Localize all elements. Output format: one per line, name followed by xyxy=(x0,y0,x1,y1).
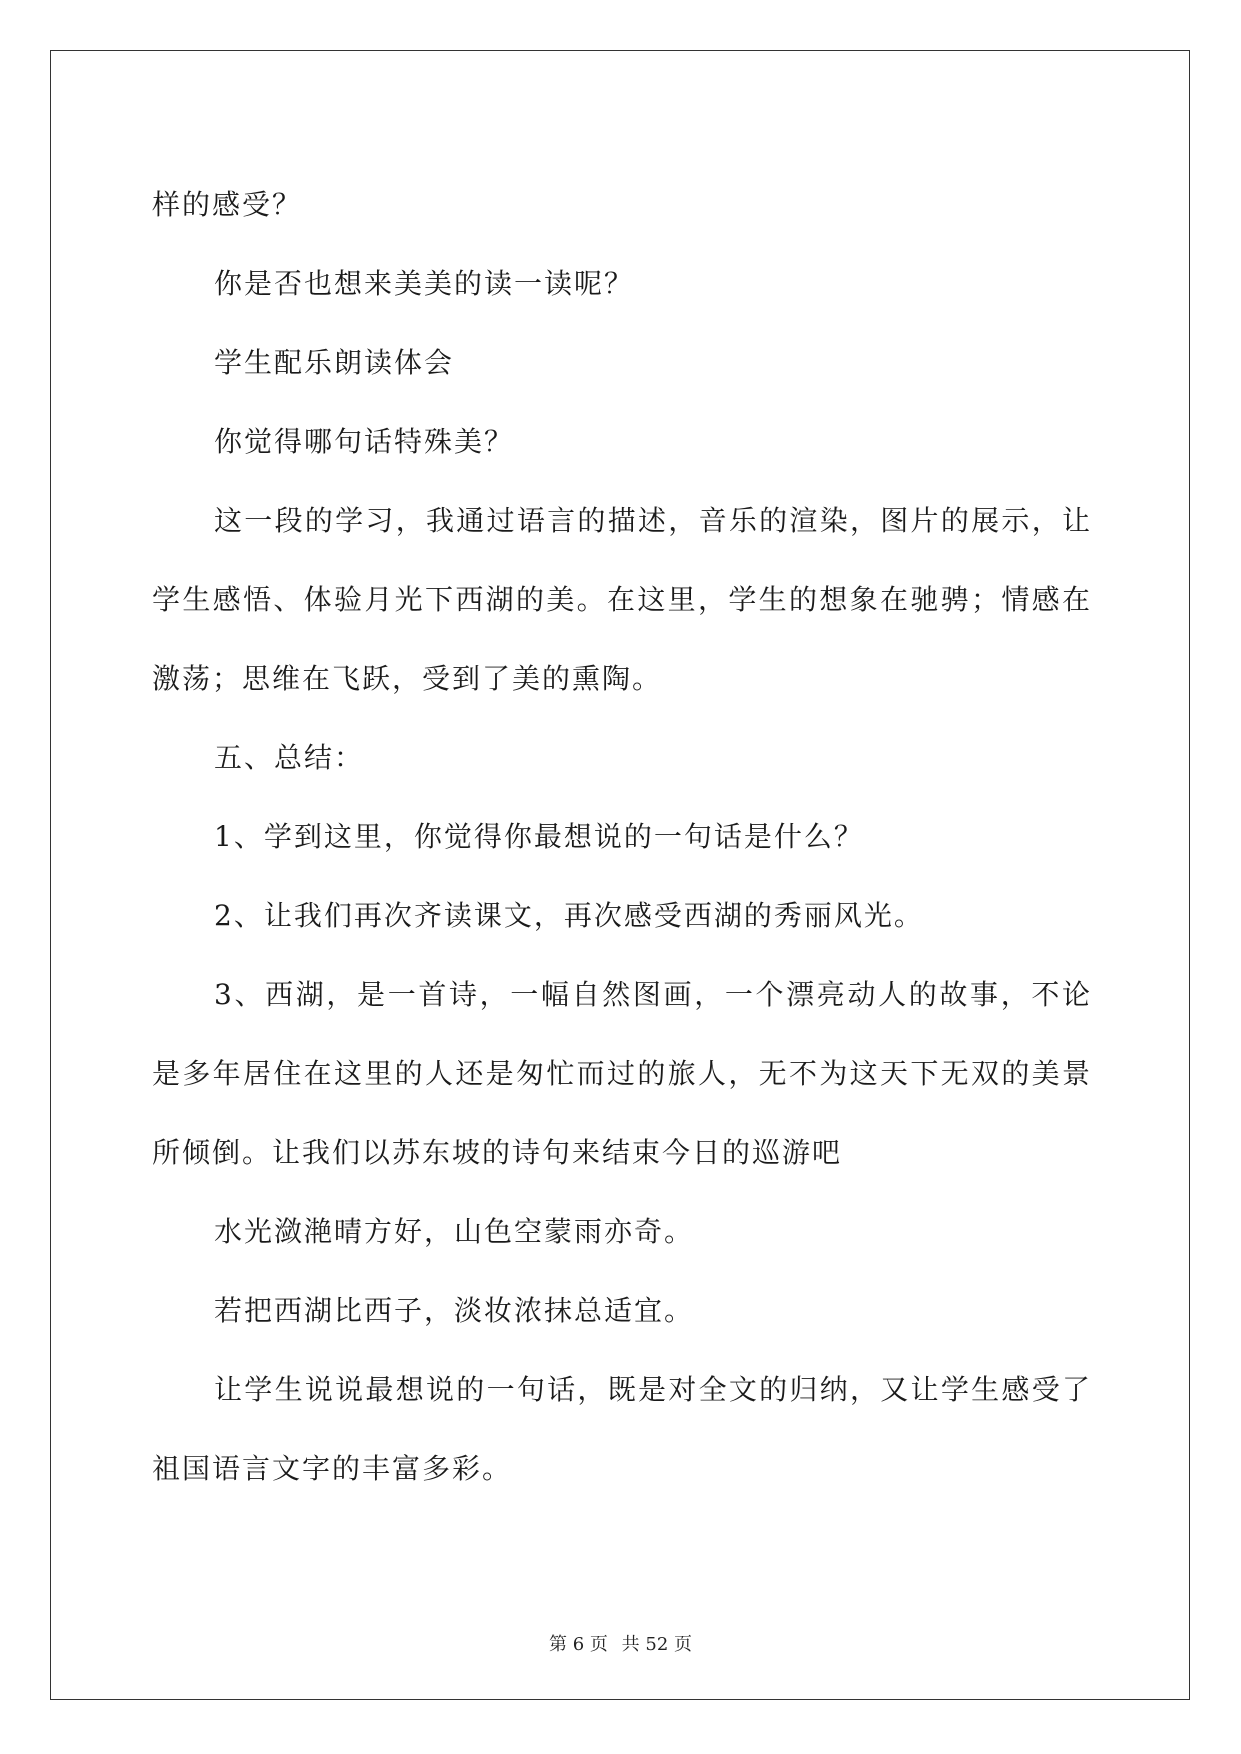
page-total: 共 52 页 xyxy=(621,1634,692,1655)
paragraph: 这一段的学习，我通过语言的描述，音乐的渲染，图片的展示，让学生感悟、体验月光下西湖的美。在这里，学生的想象在驰骋；情感在激荡；思维在飞跃，受到了美的熏陶。 xyxy=(152,504,1092,695)
page-number: 第 6 页 xyxy=(549,1634,608,1655)
page-footer xyxy=(0,1630,1241,1656)
document-body xyxy=(152,165,1092,1508)
poem-line: 若把西湖比西子，淡妆浓抹总适宜。 xyxy=(214,1294,695,1327)
paragraph: 你是否也想来美美的读一读呢？ xyxy=(214,267,635,300)
list-item: 3、西湖，是一首诗，一幅自然图画，一个漂亮动人的故事，不论是多年居住在这里的人还是匆忙而过的旅人，无不为这天下无双的美景所倾倒。让我们以苏东坡的诗句来结束今日的巡游吧 xyxy=(152,978,1092,1169)
poem-line: 水光潋滟晴方好，山色空蒙雨亦奇。 xyxy=(214,1215,695,1248)
list-item: 2、让我们再次齐读课文，再次感受西湖的秀丽风光。 xyxy=(214,899,924,932)
paragraph: 样的感受？ xyxy=(152,188,303,221)
paragraph: 你觉得哪句话特殊美？ xyxy=(214,425,515,458)
paragraph: 学生配乐朗读体会 xyxy=(214,346,455,379)
list-item: 1、学到这里，你觉得你最想说的一句话是什么？ xyxy=(214,820,864,853)
section-heading: 五、总结： xyxy=(214,741,365,774)
paragraph: 让学生说说最想说的一句话，既是对全文的归纳，又让学生感受了祖国语言文字的丰富多彩。 xyxy=(152,1373,1092,1485)
